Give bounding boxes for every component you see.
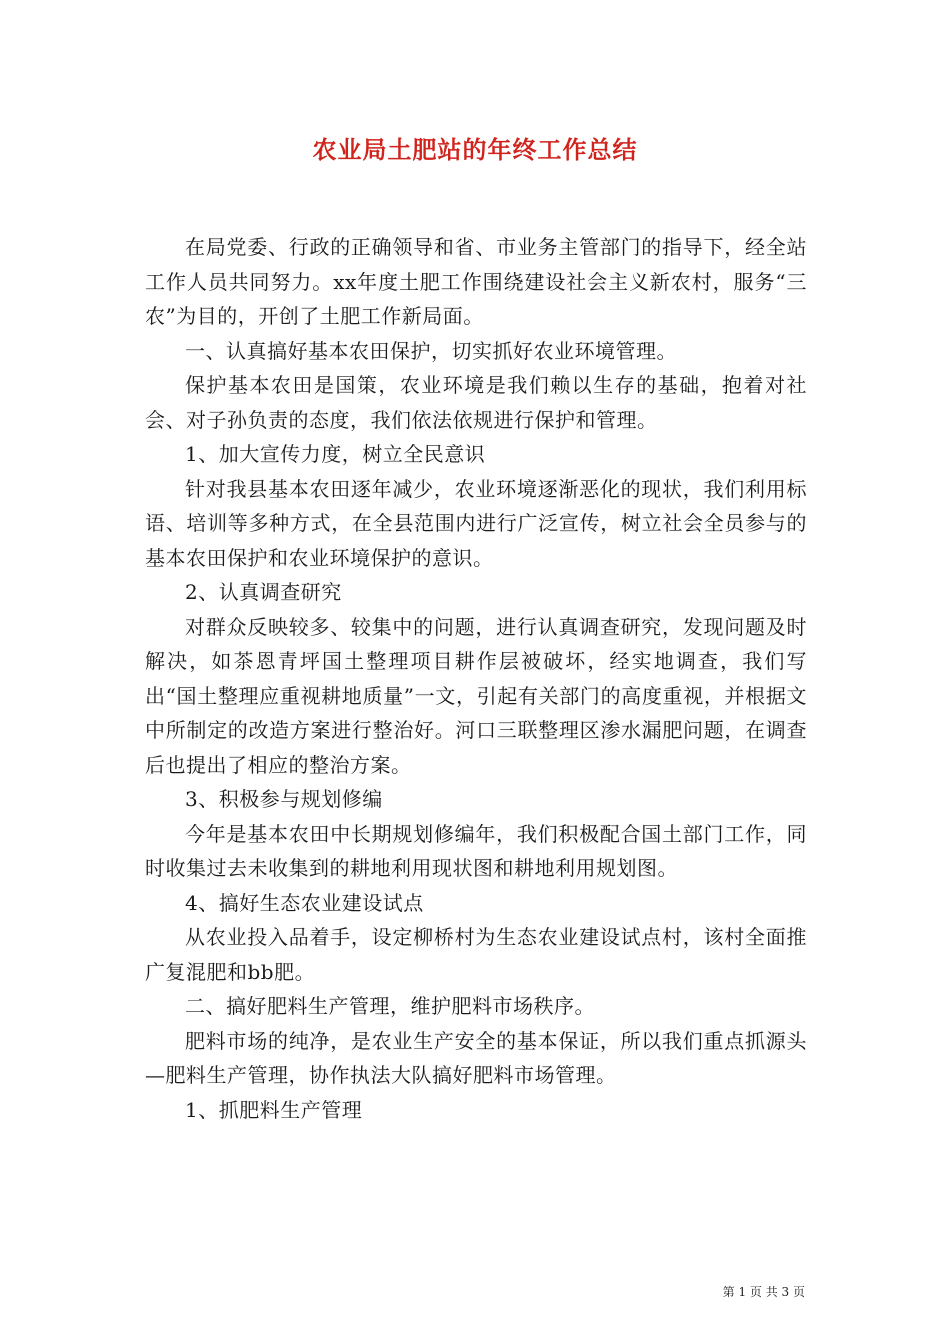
document-title: 农业局土肥站的年终工作总结	[312, 136, 638, 164]
subheading-1-3: 3、积极参与规划修编	[185, 787, 383, 811]
subheading-1-1: 1、加大宣传力度，树立全民意识	[185, 442, 486, 466]
paragraph: 肥料市场的纯净，是农业生产安全的基本保证，所以我们重点抓源头—肥料生产管理，协作执法大队搞好肥料市场管理。	[145, 1028, 807, 1087]
paragraph: 对群众反映较多、较集中的问题，进行认真调查研究，发现问题及时解决，如茶恩青坪国土整理项目耕作层被破坏，经实地调查，我们写出“国土整理应重视耕地质量”一文，引起有关部门的高度重视，并根据文中所制定的改造方案进行整治好。河口三联整理区渗水漏肥问题，在调查后也提出了相应的整治方案。	[145, 614, 807, 777]
paragraph: 今年是基本农田中长期规划修编年，我们积极配合国土部门工作，同时收集过去未收集到的耕地利用现状图和耕地利用规划图。	[145, 821, 807, 880]
paragraph: 从农业投入品着手，设定柳桥村为生态农业建设试点村，该村全面推广复混肥和bb肥。	[145, 925, 807, 984]
paragraph: 保护基本农田是国策，农业环境是我们赖以生存的基础，抱着对社会、对子孙负责的态度，我们依法依规进行保护和管理。	[145, 373, 807, 432]
subheading-2-1: 1、抓肥料生产管理	[185, 1097, 363, 1122]
subheading-1-2: 2、认真调查研究	[185, 580, 342, 604]
page-number: 第 1 页 共 3 页	[722, 1285, 805, 1299]
section-heading-1: 一、认真搞好基本农田保护，切实抓好农业环境管理。	[185, 338, 677, 363]
subheading-1-4: 4、搞好生态农业建设试点	[185, 890, 424, 915]
paragraph-intro: 在局党委、行政的正确领导和省、市业务主管部门的指导下，经全站工作人员共同努力。xx年度土肥工作围绕建设社会主义新农村，服务“三农”为目的，开创了土肥工作新局面。	[145, 235, 807, 328]
section-heading-2: 二、搞好肥料生产管理，维护肥料市场秩序。	[185, 994, 595, 1018]
document-body	[145, 230, 807, 1127]
paragraph: 针对我县基本农田逐年减少，农业环境逐渐恶化的现状，我们利用标语、培训等多种方式，在全县范围内进行广泛宣传，树立社会全员参与的基本农田保护和农业环境保护的意识。	[145, 476, 807, 570]
